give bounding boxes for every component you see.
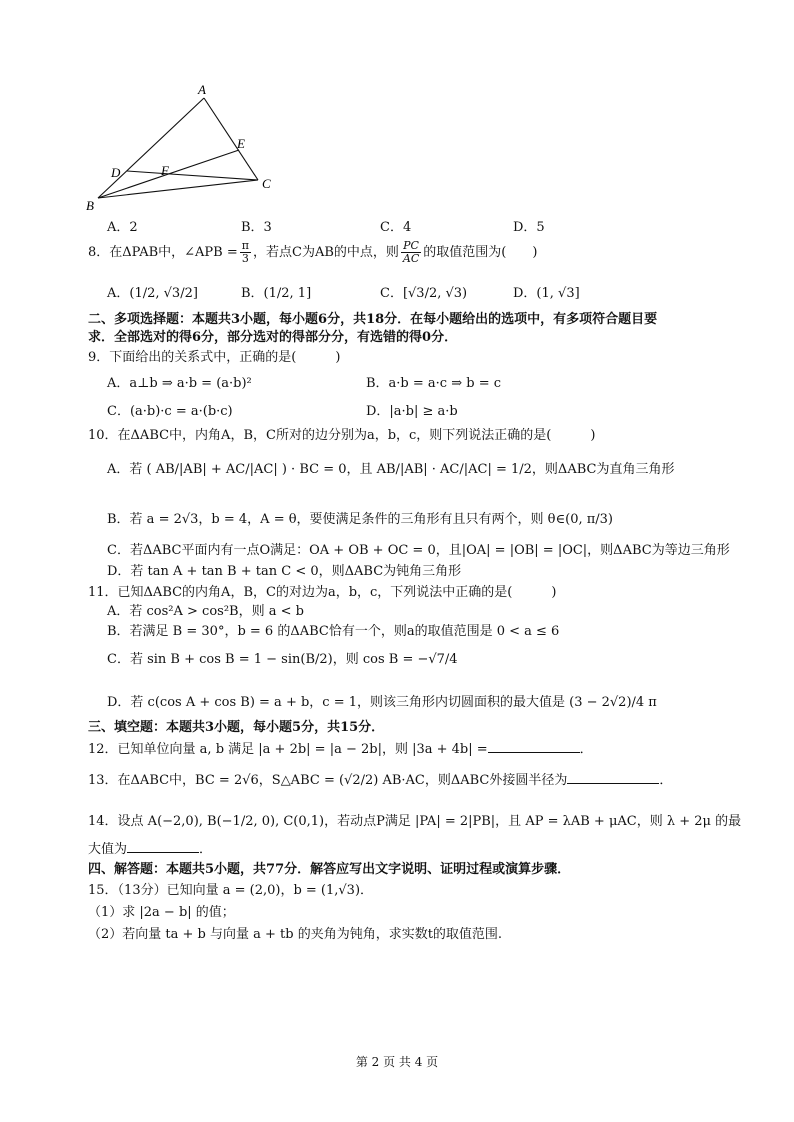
q14-line1: 14．设点 A(−2,0), B(−1/2, 0), C(0,1)，若动点P满足 |PA| = 2|PB|，且 AP = λAB + μAC，则 λ + 2μ 的最 (88, 814, 742, 829)
label-a: A (198, 82, 206, 97)
q9-option-a[interactable]: A．a⊥b ⇒ a·b = (a·b)² (107, 376, 252, 391)
q9-option-b[interactable]: B．a·b = a·c ⇒ b = c (366, 376, 501, 391)
q15-stem: 15．（13分）已知向量 a = (2,0)，b = (1,√3)． (88, 883, 374, 898)
q8-stem-mid: ，若点C为AB的中点，则 (253, 245, 399, 260)
q7-option-b[interactable]: B．3 (241, 220, 272, 235)
q8-stem-post: 的取值范围为( ) (423, 245, 538, 260)
label-d: D (111, 165, 121, 180)
edge-ac (204, 98, 258, 180)
cevian-dc (127, 171, 258, 180)
edge-ab (98, 98, 204, 198)
page-footer: 第 2 页 共 4 页 (355, 1055, 439, 1069)
edge-bc (98, 180, 258, 198)
q8-option-d[interactable]: D．(1, √3] (513, 286, 580, 301)
q15-part1: （1）求 |2a − b| 的值； (88, 905, 235, 920)
q11-option-c[interactable]: C．若 sin B + cos B = 1 − sin(B/2)，则 cos B = −√7/4 (107, 652, 458, 667)
label-c: C (262, 176, 271, 191)
q13-text: 13．在ΔABC中，BC = 2√6，S△ABC = (√2/2) AB·AC，则ΔABC外接圆半径为 (88, 773, 568, 788)
q11-option-b[interactable]: B．若满足 B = 30°，b = 6 的ΔABC恰有一个，则a的取值范围是 0 < a ≤ 6 (107, 624, 560, 639)
q13: 13．在ΔABC中，BC = 2√6，S△ABC = (√2/2) AB·AC，则ΔABC外接圆半径为 ． (88, 773, 673, 788)
section2-heading-line1: 二、多项选择题：本题共3小题，每小题6分，共18分．在每小题给出的选项中，有多项符合题目要 (88, 312, 658, 327)
q8-ratio-fraction (401, 240, 421, 265)
q8-angle-fraction (240, 240, 251, 265)
q11-option-a[interactable]: A．若 cos²A > cos²B，则 a < b (107, 604, 304, 619)
triangle-figure (84, 82, 294, 217)
q13-answer-blank[interactable] (567, 771, 659, 784)
q14-line2-text: 大值为 (88, 842, 128, 857)
q14-line2: 大值为 ． (88, 842, 213, 857)
q9-option-d[interactable]: D．|a·b| ≥ a·b (366, 404, 458, 419)
q9-option-c[interactable]: C．(a·b)·c = a·(b·c) (107, 404, 233, 419)
q12-answer-blank[interactable] (488, 740, 580, 753)
q11-stem: 11．已知ΔABC的内角A，B，C的对边为a，b，c，下列说法中正确的是( ) (88, 585, 557, 600)
label-b: B (86, 198, 94, 213)
q10-option-b[interactable]: B．若 a = 2√3，b = 4，A = θ，要使满足条件的三角形有且只有两个，则 θ∈(0, π/3) (107, 512, 613, 527)
q8-angle-num: π (241, 239, 249, 252)
q10-option-d[interactable]: D．若 tan A + tan B + tan C < 0，则ΔABC为钝角三角形 (107, 564, 462, 579)
q8-option-a[interactable]: A．(1/2, √3/2] (107, 286, 198, 301)
q8-option-b[interactable]: B．(1/2, 1] (241, 286, 312, 301)
label-e: E (237, 136, 245, 151)
q8-ratio-num: PC (401, 240, 421, 253)
q7-option-c[interactable]: C．4 (380, 220, 412, 235)
q12: 12．已知单位向量 a, b 满足 |a + 2b| = |a − 2b|，则 |3a + 4b| = ． (88, 742, 593, 757)
q8-angle-den: 3 (241, 252, 249, 265)
q14-answer-blank[interactable] (127, 840, 199, 853)
q7-option-a[interactable]: A．2 (107, 220, 138, 235)
q11-option-d[interactable]: D．若 c(cos A + cos B) = a + b，c = 1，则该三角形内切圆面积的最大值是 (3 − 2√2)/4 π (107, 695, 657, 710)
q10-stem: 10．在ΔABC中，内角A，B，C所对的边分别为a，b，c，则下列说法正确的是( ) (88, 428, 596, 443)
q8-ratio-den: AC (402, 252, 420, 265)
label-f: F (161, 163, 169, 178)
section2-heading-line2: 求．全部选对的得6分，部分选对的得部分分，有选错的得0分． (88, 330, 458, 345)
q10-option-a[interactable]: A．若 ( AB/|AB| + AC/|AC| ) · BC = 0，且 AB/|AB| · AC/|AC| = 1/2，则ΔABC为直角三角形 (107, 462, 675, 477)
q8-option-c[interactable]: C．[√3/2, √3) (380, 286, 468, 301)
q8-stem-pre: 8．在ΔPAB中，∠APB = (88, 245, 238, 260)
q10-option-c[interactable]: C．若ΔABC平面内有一点O满足：OA + OB + OC = 0，且|OA| = |OB| = |OC|，则ΔABC为等边三角形 (107, 543, 730, 558)
q8-stem (88, 240, 537, 265)
section4-heading: 四、解答题：本题共5小题，共77分．解答应写出文字说明、证明过程或演算步骤． (88, 862, 571, 877)
q15-part2: （2）若向量 ta + b 与向量 a + tb 的夹角为钝角，求实数t的取值范围. (88, 927, 503, 942)
section3-heading: 三、填空题：本题共3小题，每小题5分，共15分． (88, 720, 385, 735)
q7-option-d[interactable]: D．5 (513, 220, 545, 235)
q9-stem: 9．下面给出的关系式中，正确的是( ) (88, 350, 341, 365)
q12-text: 12．已知单位向量 a, b 满足 |a + 2b| = |a − 2b|，则 |3a + 4b| = (88, 742, 488, 757)
